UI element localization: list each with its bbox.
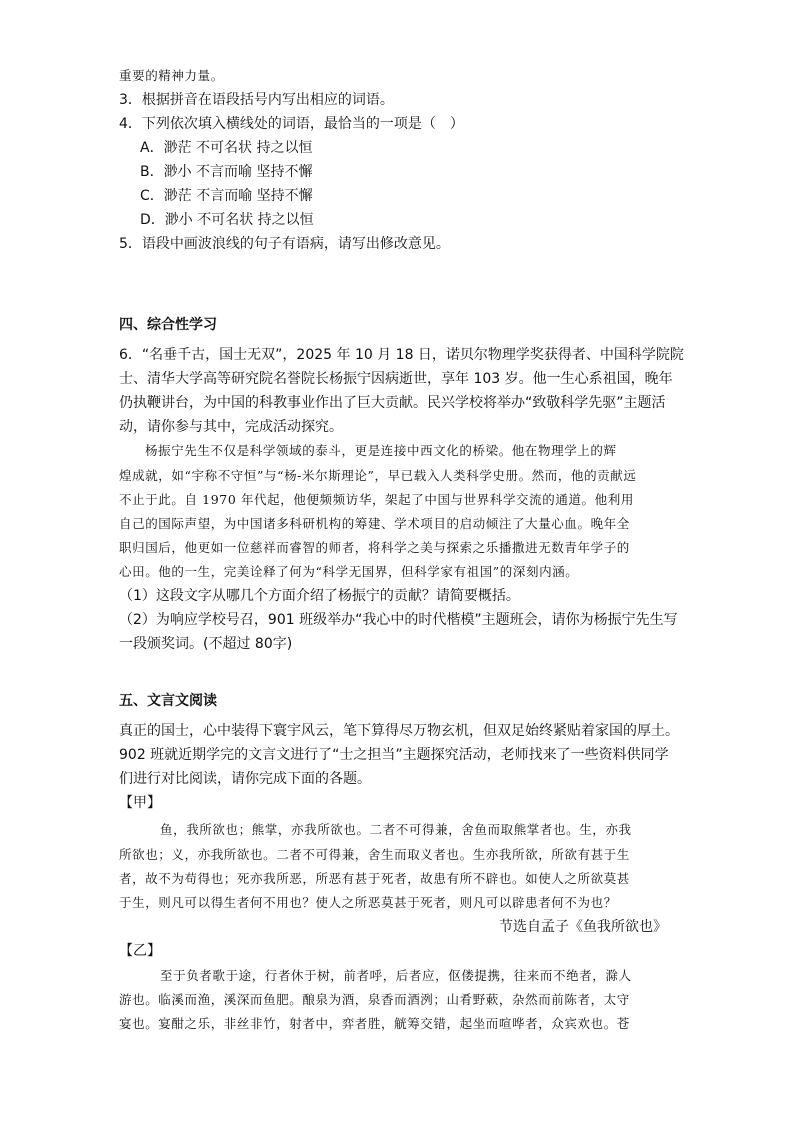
option-a: A．渺茫 不可名状 持之以恒 (140, 140, 313, 156)
passage-line: 不止于此。自 1970 年代起，他便频频访华，架起了中国与世界科学交流的通道。他利用 (119, 492, 634, 507)
sub-question-2: （2）为响应学校号召，901 班级举办“我心中的时代楷模”主题班会，请你为杨振宁先生写 (119, 612, 678, 628)
question-5: 5．语段中画波浪线的句子有语病，请写出修改意见。 (119, 236, 450, 252)
label-jia: 【甲】 (119, 795, 161, 811)
source-citation: 节选自孟子《鱼我所欲也》 (499, 919, 667, 935)
option-c: C．渺茫 不言而喻 坚持不懈 (140, 188, 313, 204)
passage-line: 职归国后，他更如一位慈祥而睿智的师者，将科学之美与探索之乐播撒进无数青年学子的 (119, 540, 630, 555)
passage-line: 自己的国际声望，为中国诸多科研机构的筹建、学术项目的启动倾注了大量心血。晚年全 (119, 516, 630, 531)
text-line: 902 班就近期学完的文言文进行了“士之担当”主题探究活动，老师找来了一些资料供同学 (119, 747, 669, 763)
question-3: 3．根据拼音在语段括号内写出相应的词语。 (119, 92, 394, 108)
text-line: 士、清华大学高等研究院名誉院长杨振宁因病逝世，享年 103 岁。他一生心系祖国，晚年 (119, 371, 673, 387)
passage-line: 心田。他的一生，完美诠释了何为“科学无国界，但科学家有祖国”的深刻内涵。 (119, 564, 579, 579)
classical-line: 游也。临溪而渔，溪深而鱼肥。酿泉为酒，泉香而酒洌；山肴野蔌，杂然而前陈者，太守 (119, 992, 630, 1007)
classical-line: 者，故不为苟得也；死亦我所恶，所恶有甚于死者，故患有所不辟也。如使人之所欲莫甚 (119, 871, 630, 886)
classical-line: 所欲也；义，亦我所欲也。二者不可得兼，舍生而取义者也。生亦我所欲，所欲有甚于生 (119, 847, 630, 862)
question-4: 4．下列依次填入横线处的词语，最恰当的一项是（ ） (119, 116, 464, 132)
text-line: 仍执鞭讲台，为中国的科教事业作出了巨大贡献。民兴学校将举办“致敬科学先驱”主题活 (119, 395, 666, 411)
classical-line: 至于负者歌于途，行者休于树，前者呼，后者应，伛偻提携，往来而不绝者，滁人 (160, 968, 632, 983)
option-b: B．渺小 不言而喻 坚持不懈 (140, 164, 313, 180)
text-line: 一段颁奖词。(不超过 80字) (119, 636, 293, 652)
label-yi: 【乙】 (119, 943, 161, 959)
question-6: 6．“名垂千古，国士无双”，2025 年 10 月 18 日，诺贝尔物理学奖获得者、中国科学院院 (119, 347, 684, 363)
text-line: 重要的精神力量。 (119, 68, 224, 83)
classical-line: 于生，则凡可以得生者何不用也？使人之所恶莫甚于死者，则凡可以辟患者何不为也？ (119, 895, 617, 910)
section-heading-4: 四、综合性学习 (119, 317, 217, 333)
passage-line: 煌成就，如“宇称不守恒”与“杨-米尔斯理论”，早已载入人类科学史册。然而，他的贡献远 (119, 468, 637, 483)
text-line: 们进行对比阅读，请你完成下面的各题。 (119, 771, 371, 787)
option-d: D．渺小 不可名状 持之以恒 (140, 212, 314, 228)
sub-question-1: （1）这段文字从哪几个方面介绍了杨振宁的贡献？请简要概括。 (119, 588, 520, 604)
section-heading-5: 五、文言文阅读 (119, 693, 217, 709)
classical-line: 宴也。宴酣之乐，非丝非竹，射者中，弈者胜，觥筹交错，起坐而喧哗者，众宾欢也。苍 (119, 1016, 630, 1031)
text-line: 动，请你参与其中，完成活动探究。 (119, 419, 343, 435)
text-line: 真正的国士，心中装得下寰宇风云，笔下算得尽万物玄机，但双足始终紧贴着家国的厚土。 (119, 723, 679, 739)
passage-line: 杨振宁先生不仅是科学领域的泰斗，更是连接中西文化的桥梁。他在物理学上的辉 (145, 443, 617, 458)
classical-line: 鱼，我所欲也；熊掌，亦我所欲也。二者不可得兼，舍鱼而取熊掌者也。生，亦我 (160, 822, 632, 837)
